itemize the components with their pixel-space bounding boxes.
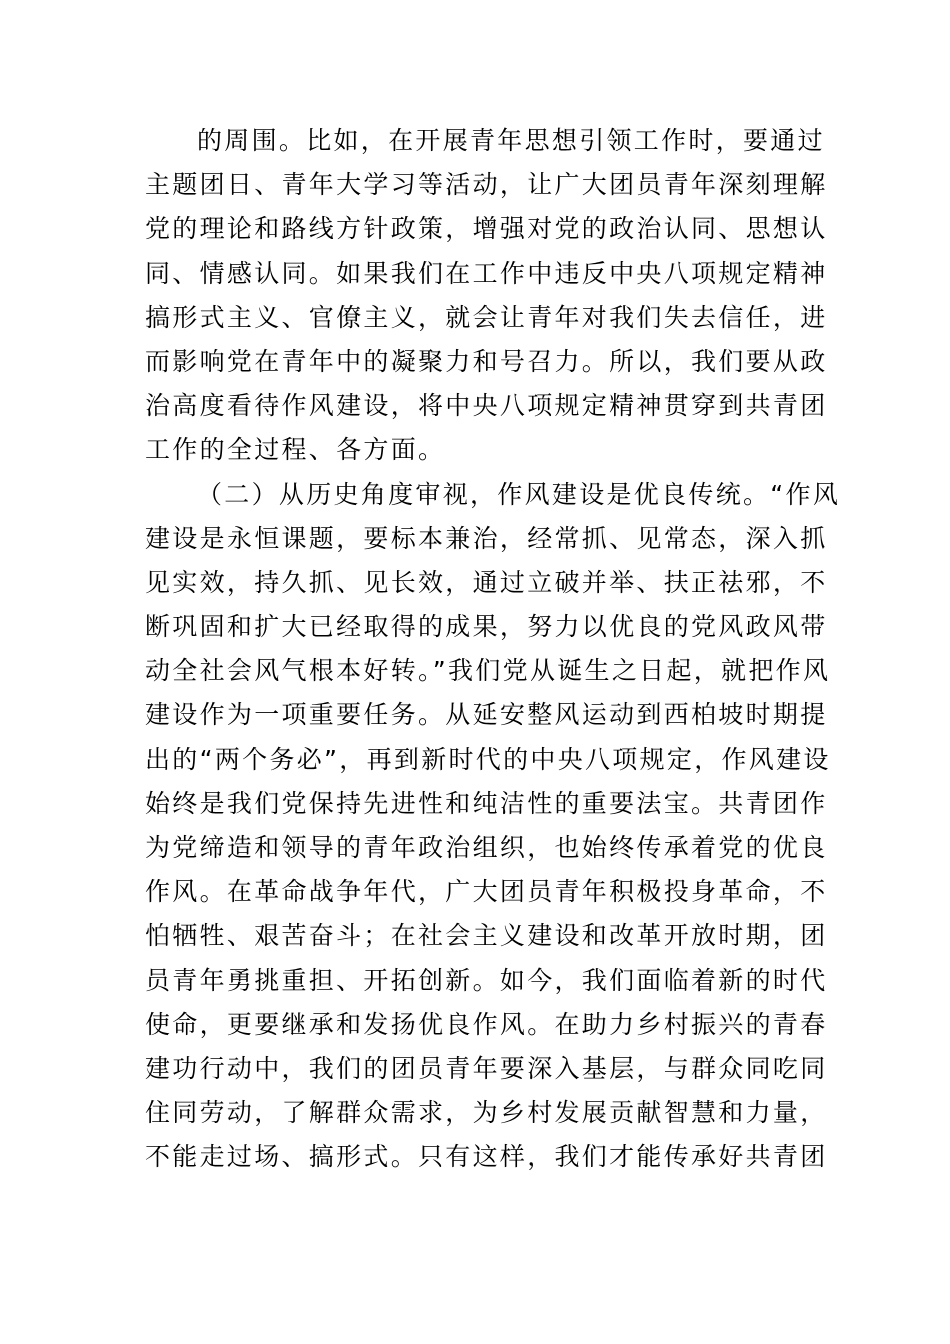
- text-line: 作风。在革命战争年代，广大团员青年积极投身革命，不: [145, 877, 828, 907]
- text-line: 动全社会风气根本好转。”我们党从诞生之日起，就把作风: [145, 656, 831, 686]
- text-line: 治高度看待作风建设，将中央八项规定精神贯穿到共青团: [145, 391, 828, 421]
- text-line: 为党缔造和领导的青年政治组织，也始终传承着党的优良: [145, 833, 828, 862]
- section-heading-line: （二）从历史角度审视，作风建设是优良传统。“作风: [197, 479, 841, 509]
- text-line: 出的“两个务必”，再到新时代的中央八项规定，作风建设: [145, 744, 831, 774]
- text-line: 始终是我们党保持先进性和纯洁性的重要法宝。共青团作: [145, 788, 828, 818]
- text-line: 同、情感认同。如果我们在工作中违反中央八项规定精神: [145, 258, 828, 288]
- text-line: 而影响党在青年中的凝聚力和号召力。所以，我们要从政: [145, 346, 828, 376]
- text-line: 住同劳动，了解群众需求，为乡村发展贡献智慧和力量，: [145, 1098, 828, 1128]
- text-line: 搞形式主义、官僚主义，就会让青年对我们失去信任，进: [145, 302, 828, 332]
- text-line: 怕牺牲、艰苦奋斗；在社会主义建设和改革开放时期，团: [145, 921, 828, 951]
- text-line: 断巩固和扩大已经取得的成果，努力以优良的党风政风带: [145, 612, 828, 642]
- text-line: 使命，更要继承和发扬优良作风。在助力乡村振兴的青春: [145, 1009, 828, 1039]
- text-line: 员青年勇挑重担、开拓创新。如今，我们面临着新的时代: [145, 965, 828, 995]
- text-line: 的周围。比如，在开展青年思想引领工作时，要通过: [197, 126, 825, 155]
- text-line: 建设作为一项重要任务。从延安整风运动到西柏坡时期提: [145, 700, 828, 730]
- text-line: 建设是永恒课题，要标本兼治，经常抓、见常态，深入抓: [145, 523, 828, 553]
- text-line: 工作的全过程、各方面。: [145, 435, 446, 465]
- text-line: 建功行动中，我们的团员青年要深入基层，与群众同吃同: [145, 1053, 828, 1083]
- text-line: 主题团日、青年大学习等活动，让广大团员青年深刻理解: [145, 170, 828, 200]
- text-line: 不能走过场、搞形式。只有这样，我们才能传承好共青团: [145, 1142, 828, 1172]
- text-line: 党的理论和路线方针政策，增强对党的政治认同、思想认: [145, 214, 828, 244]
- body-text: [145, 119, 841, 1180]
- text-line: 见实效，持久抓、见长效，通过立破并举、扶正祛邪，不: [145, 567, 828, 597]
